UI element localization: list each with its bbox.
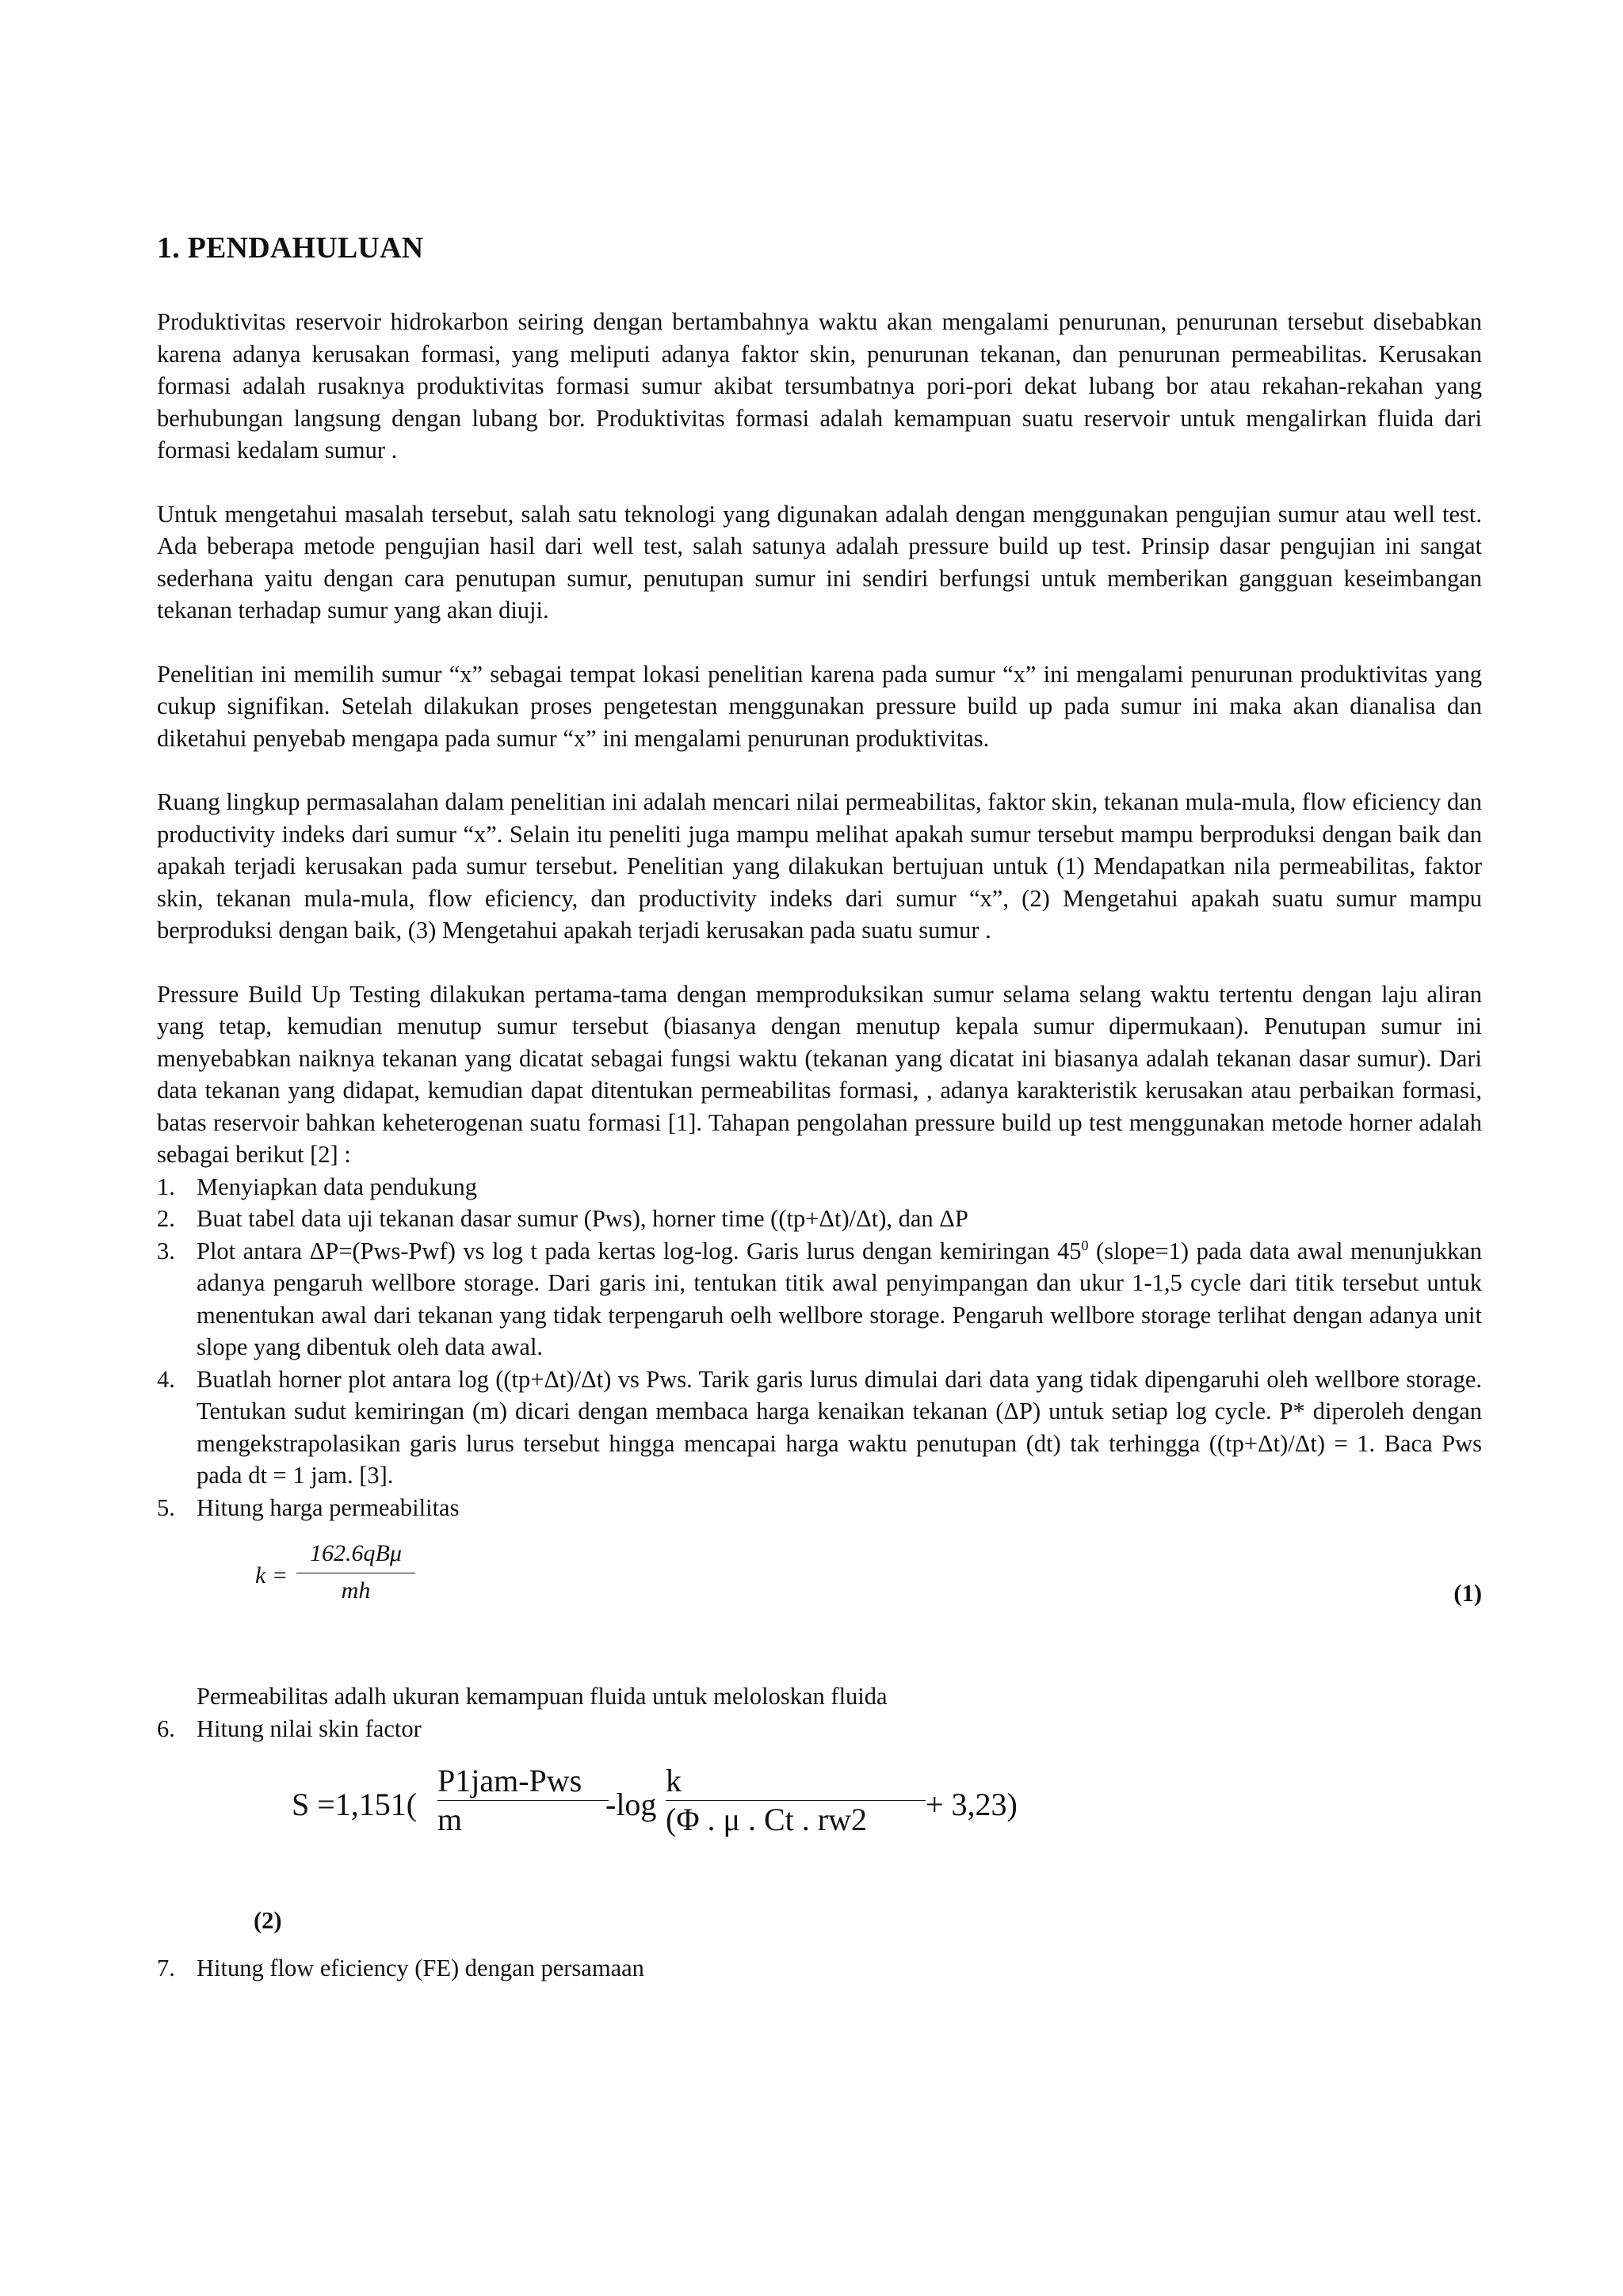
list-number: 5. xyxy=(157,1493,175,1521)
list-item xyxy=(157,1492,1482,1524)
fraction-numerator: P1jam-Pws xyxy=(437,1762,609,1801)
fraction-denominator: m xyxy=(437,1802,463,1837)
document-page xyxy=(157,230,1482,1985)
fraction-numerator: 162.6qBμ xyxy=(296,1538,415,1573)
procedure-list xyxy=(157,1171,1482,1524)
list-number: 6. xyxy=(157,1714,175,1742)
list-number: 7. xyxy=(157,1955,175,1981)
equation-fraction xyxy=(437,1762,609,1839)
list-number: 1. xyxy=(157,1173,175,1200)
list-item-text: Buat tabel data uji tekanan dasar sumur (Pws), horner time ((tp+Δt)/Δt), dan ΔP xyxy=(197,1205,968,1232)
paragraph: Produktivitas reservoir hidrokarbon seiring dengan bertambahnya waktu akan mengalami penurunan, penurunan tersebut disebabkan karena adanya kerusakan formasi, yang meliputi adanya faktor skin, penurunan tekanan, dan penurunan permeabilitas. Kerusakan formasi adalah rusaknya produktivitas formasi sumur akibat tersumbatnya pori-pori dekat lubang bor atau rekahan-rekahan yang berhubungan langsung dengan lubang bor. Produktivitas formasi adalah kemampuan suatu reservoir untuk mengalirkan fluida dari formasi kedalam sumur . xyxy=(157,308,1482,463)
equation-lhs: S =1,151( xyxy=(292,1787,418,1822)
list-item-text: (slope=1) pada data awal menunjukkan adanya pengaruh wellbore storage. Dari garis ini, tentukan titik awal penyimpangan dan ukur 1-1,5 cycle dari titik tersebut untuk menentukan awal dari tekanan yang tidak terpengaruh oelh wellbore storage. Pengaruh wellbore storage terlihat dengan adanya unit slope yang dibentuk oleh data awal. xyxy=(197,1237,1482,1360)
equation-number: (1) xyxy=(1453,1580,1482,1607)
list-number: 2. xyxy=(157,1205,175,1232)
list-item xyxy=(157,1203,1482,1235)
list-number: 4. xyxy=(157,1365,175,1393)
list-number: 3. xyxy=(157,1237,175,1264)
list-item-text: Buatlah horner plot antara log ((tp+Δt)/Δt) vs Pws. Tarik garis lurus dimulai dari data yang tidak dipengaruhi oleh wellbore storage. Tentukan sudut kemiringan (m) dicari dengan membaca harga kenaikan tekanan (ΔP) untuk setiap log cycle. P* diperoleh dengan mengekstrapolasikan garis lurus tersebut hingga mencapai harga waktu penutupan (dt) tak terhingga ((tp+Δt)/Δt) = 1. Baca Pws pada dt = 1 jam. [3]. xyxy=(197,1365,1482,1489)
procedure-list-continued xyxy=(157,1713,1482,1745)
list-item xyxy=(157,1713,1482,1745)
list-item-text: Plot antara ΔP=(Pws-Pwf) vs log t pada kertas log-log. Garis lurus dengan kemiringan 45 xyxy=(197,1237,1082,1264)
fraction-numerator: k xyxy=(666,1762,926,1801)
equation-number: (2) xyxy=(254,1907,282,1934)
list-item xyxy=(157,1235,1482,1363)
equation-fraction xyxy=(296,1538,415,1607)
list-item xyxy=(157,1171,1482,1203)
list-item xyxy=(157,1952,1482,1985)
minus-log: -log xyxy=(605,1787,657,1822)
list-item-text: Hitung flow eficiency (FE) dengan persamaan xyxy=(197,1955,644,1981)
paragraph: Pressure Build Up Testing dilakukan pertama-tama dengan memproduksikan sumur selama selang waktu tertentu dengan laju aliran yang tetap, kemudian menutup sumur tersebut (biasanya dengan menutup kepala sumur dipermukaan). Penutupan sumur ini menyebabkan naiknya tekanan yang dicatat sebagai fungsi waktu (tekanan yang dicatat ini biasanya adalah tekanan dasar sumur). Dari data tekanan yang didapat, kemudian dapat ditentukan permeabilitas formasi, , adanya karakteristik kerusakan atau perbaikan formasi, batas reservoir bahkan keheterogenan suatu formasi [1]. Tahapan pengolahan pressure build up test menggunakan metode horner adalah sebagai berikut [2] : xyxy=(157,980,1482,1168)
procedure-list-continued xyxy=(157,1952,1482,1985)
paragraph: Penelitian ini memilih sumur “x” sebagai tempat lokasi penelitian karena pada sumur “x” ini mengalami penurunan produktivitas yang cukup signifikan. Setelah dilakukan proses pengetestan menggunakan pressure build up pada sumur ini maka akan dianalisa dan diketahui penyebab mengapa pada sumur “x” ini mengalami penurunan produktivitas. xyxy=(157,660,1482,752)
fraction-denominator: mh xyxy=(341,1577,371,1604)
paragraph: Untuk mengetahui masalah tersebut, salah satu teknologi yang digunakan adalah dengan menggunakan pengujian sumur atau well test. Ada beberapa metode pengujian hasil dari well test, salah satunya adalah pressure build up test. Prinsip dasar pengujian ini sangat sederhana yaitu dengan cara penutupan sumur, penutupan sumur ini sendiri berfungsi untuk memberikan gangguan keseimbangan tekanan terhadap sumur yang akan diuji. xyxy=(157,500,1482,624)
paragraph: Ruang lingkup permasalahan dalam penelitian ini adalah mencari nilai permeabilitas, faktor skin, tekanan mula-mula, flow eficiency dan productivity indeks dari sumur “x”. Selain itu peneliti juga mampu melihat apakah sumur tersebut mampu berproduksi dengan baik dan apakah terjadi kerusakan pada sumur tersebut. Penelitian yang dilakukan bertujuan untuk (1) Mendapatkan nila permeabilitas, faktor skin, tekanan mula-mula, flow eficiency, dan productivity indeks dari sumur “x”, (2) Mengetahui apakah suatu sumur mampu berproduksi dengan baik, (3) Mengetahui apakah terjadi kerusakan pada suatu sumur . xyxy=(157,788,1482,944)
equation-fraction xyxy=(666,1762,926,1839)
equation-lhs: k = xyxy=(255,1562,288,1589)
list-item-text: Menyiapkan data pendukung xyxy=(197,1173,478,1200)
section-title: 1. PENDAHULUAN xyxy=(157,231,424,265)
equation-tail: + 3,23) xyxy=(926,1787,1018,1822)
degree-superscript: 0 xyxy=(1081,1237,1089,1253)
list-item-text: Hitung harga permeabilitas xyxy=(197,1493,460,1521)
equation-skin-factor xyxy=(157,1762,1482,1952)
list-item xyxy=(157,1363,1482,1492)
fraction-denominator: (Φ . μ . Ct . rw2 xyxy=(666,1802,868,1837)
list-item-text: Hitung nilai skin factor xyxy=(197,1714,422,1742)
equation-note: Permeabilitas adalh ukuran kemampuan fluida untuk meloloskan fluida xyxy=(197,1683,888,1710)
equation-permeability xyxy=(157,1538,1482,1639)
